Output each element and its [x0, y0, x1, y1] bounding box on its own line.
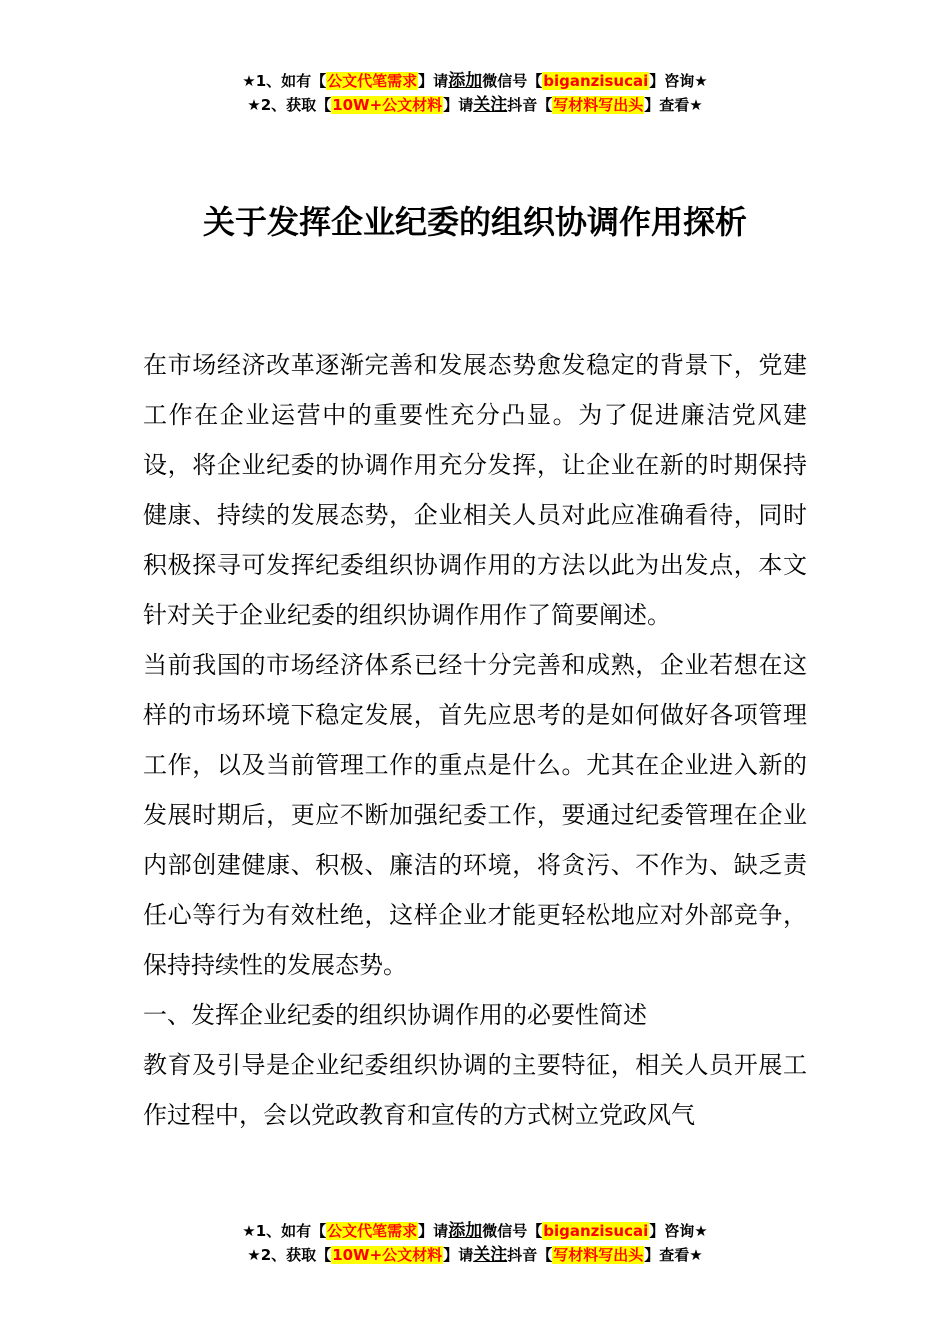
banner-text: 】请	[418, 72, 449, 90]
section-heading-1: 一、发挥企业纪委的组织协调作用的必要性简述	[143, 1001, 647, 1029]
banner-text: 】查看★	[644, 1246, 703, 1264]
banner-text: 抖音【	[507, 1246, 553, 1264]
banner-emphasis: 关注	[473, 1245, 508, 1265]
banner-emphasis: 添加	[448, 71, 483, 91]
document-title: 关于发挥企业纪委的组织协调作用探析	[202, 203, 747, 241]
banner-text: ★1、如有【	[242, 72, 327, 90]
banner-text: 】请	[418, 1222, 449, 1240]
document-body	[143, 340, 807, 1140]
banner-highlight: 公文代笔需求	[327, 72, 418, 90]
paragraph-section-1: 教育及引导是企业纪委组织协调的主要特征，相关人员开展工作过程中，会以党政教育和宣传的方式树立党政风气	[143, 1051, 807, 1129]
banner-emphasis: 关注	[473, 95, 508, 115]
banner-highlight: 10W+公文材料	[332, 1246, 443, 1264]
banner-text: ★2、获取【	[247, 1246, 332, 1264]
footer-banner	[0, 1219, 950, 1267]
banner-text: 微信号【	[482, 72, 543, 90]
banner-text: 】咨询★	[649, 1222, 708, 1240]
banner-text: 微信号【	[482, 1222, 543, 1240]
banner-text: 】咨询★	[649, 72, 708, 90]
header-banner	[0, 69, 950, 117]
banner-line-1	[0, 1219, 950, 1243]
banner-text: 】查看★	[644, 96, 703, 114]
banner-highlight: 公文代笔需求	[327, 1222, 418, 1240]
banner-line-2	[0, 1243, 950, 1267]
banner-text: ★2、获取【	[247, 96, 332, 114]
banner-line-1	[0, 69, 950, 93]
banner-highlight: 10W+公文材料	[332, 96, 443, 114]
banner-text: 抖音【	[507, 96, 553, 114]
banner-wechat-id: biganzisucai	[543, 1222, 649, 1240]
banner-line-2	[0, 93, 950, 117]
banner-douyin-id: 写材料写出头	[553, 1246, 644, 1264]
banner-emphasis: 添加	[448, 1221, 483, 1241]
paragraph-background: 当前我国的市场经济体系已经十分完善和成熟，企业若想在这样的市场环境下稳定发展，首先应思考的是如何做好各项管理工作，以及当前管理工作的重点是什么。尤其在企业进入新的发展时期后，更应不断加强纪委工作，要通过纪委管理在企业内部创建健康、积极、廉洁的环境，将贪污、不作为、缺乏责任心等行为有效杜绝，这样企业才能更轻松地应对外部竞争，保持持续性的发展态势。	[143, 651, 807, 979]
banner-text: 】请	[443, 1246, 474, 1264]
paragraph-intro: 在市场经济改革逐渐完善和发展态势愈发稳定的背景下，党建工作在企业运营中的重要性充分凸显。为了促进廉洁党风建设，将企业纪委的协调作用充分发挥，让企业在新的时期保持健康、持续的发展态势，企业相关人员对此应准确看待，同时积极探寻可发挥纪委组织协调作用的方法以此为出发点，本文针对关于企业纪委的组织协调作用作了简要阐述。	[143, 351, 807, 629]
banner-wechat-id: biganzisucai	[543, 72, 649, 90]
banner-douyin-id: 写材料写出头	[553, 96, 644, 114]
banner-text: 】请	[443, 96, 474, 114]
banner-text: ★1、如有【	[242, 1222, 327, 1240]
